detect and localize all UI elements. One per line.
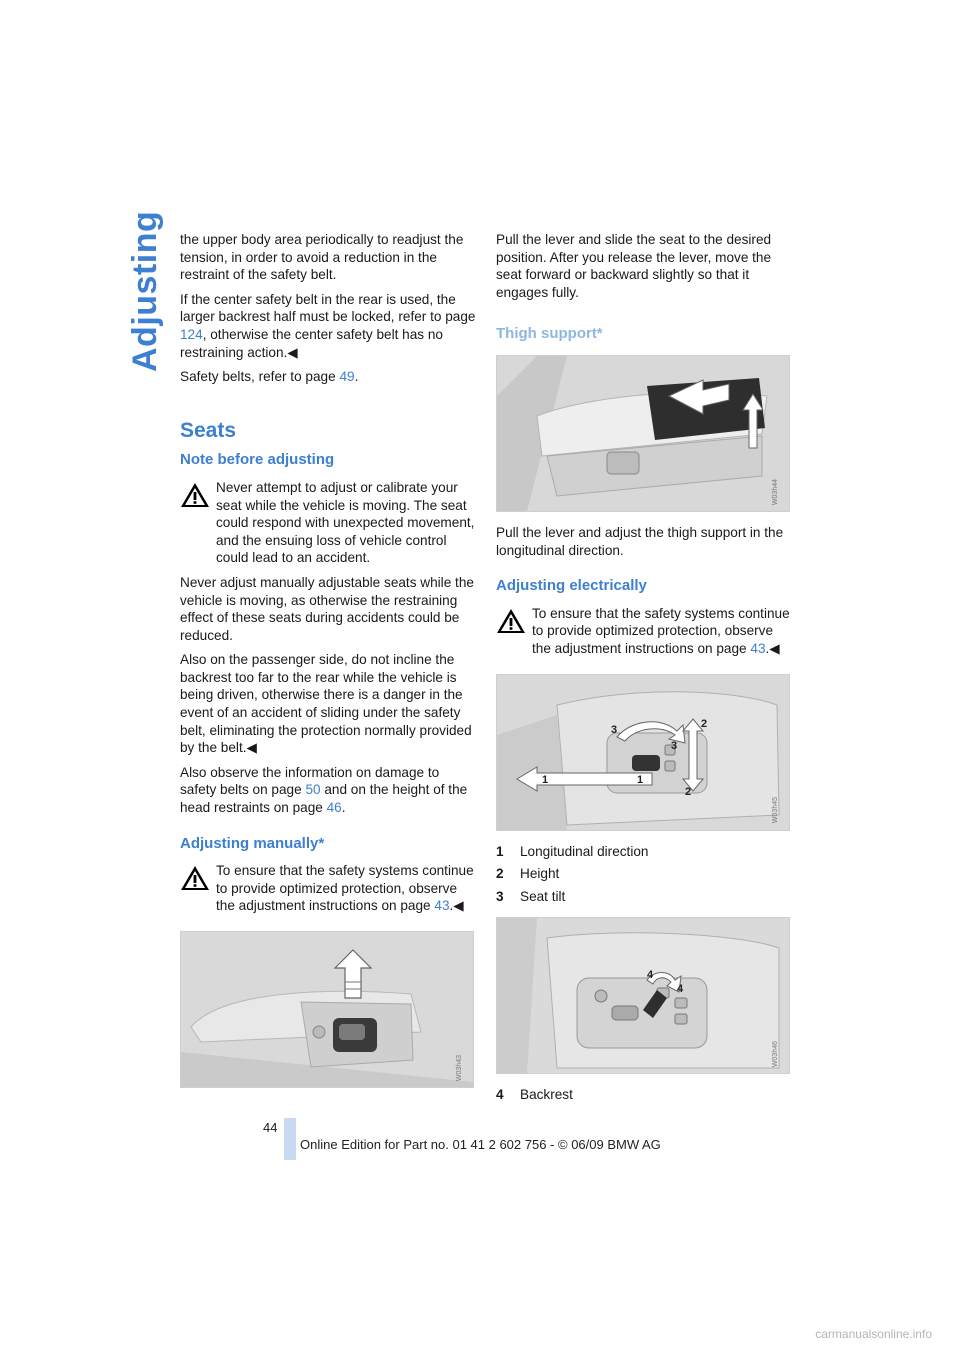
svg-text:1: 1 bbox=[542, 773, 549, 786]
seat-illustration bbox=[181, 932, 473, 1087]
svg-text:3: 3 bbox=[611, 723, 618, 736]
figure-code: W03h45 bbox=[772, 797, 780, 824]
svg-text:4: 4 bbox=[677, 983, 684, 996]
paragraph: Safety belts, refer to page 49. bbox=[180, 369, 359, 385]
paragraph: Pull the lever and slide the seat to the desired position. After you release the lever, move the seat forward or backward slightly so that it engages fully. bbox=[496, 232, 772, 300]
list-item: 2 Height bbox=[496, 866, 560, 882]
warning-triangle-icon bbox=[496, 608, 526, 634]
list-item: 4 Backrest bbox=[496, 1087, 573, 1103]
page-number: 44 bbox=[263, 1120, 278, 1135]
page-link[interactable]: 49 bbox=[339, 369, 355, 385]
page-link[interactable]: 124 bbox=[180, 326, 203, 342]
footer-edition-text: Online Edition for Part no. 01 41 2 602 756 - © 06/09 BMW AG bbox=[300, 1137, 661, 1152]
seat-controls-illustration bbox=[497, 675, 789, 830]
section-side-tab: Adjusting bbox=[126, 210, 164, 372]
warning-triangle-icon bbox=[180, 482, 210, 508]
page-link[interactable]: 43 bbox=[434, 898, 450, 914]
page-link[interactable]: 46 bbox=[326, 800, 342, 816]
warning-block: To ensure that the safety systems continue to provide optimized protection, observe the adjustment instructions on page 43.◀ bbox=[180, 862, 476, 915]
paragraph: If the center safety belt in the rear is used, the larger backrest half must be locked, refer to page 124, otherwise the center safety belt has no restraining action.◀ bbox=[180, 291, 476, 360]
paragraph: Also on the passenger side, do not incline the backrest too far to the rear while the vehicle is being driven, otherwise there is a danger in the event of an accident of sliding under the safety belt, eliminating the protection normally provided by the belt.◀ bbox=[180, 652, 472, 756]
warning-block: To ensure that the safety systems continue to provide optimized protection, observe the adjustment instructions on page 43.◀ bbox=[496, 605, 792, 658]
svg-text:2: 2 bbox=[701, 717, 708, 730]
backrest-control-figure bbox=[496, 917, 790, 1074]
warning-triangle-icon bbox=[180, 865, 210, 891]
svg-text:3: 3 bbox=[671, 739, 678, 752]
electric-seat-controls-figure bbox=[496, 674, 790, 831]
figure-code: W03h46 bbox=[772, 1041, 780, 1068]
figure-code: W03h44 bbox=[772, 478, 780, 505]
thigh-support-figure bbox=[496, 355, 790, 512]
svg-text:2: 2 bbox=[685, 785, 692, 798]
watermark: carmanualsonline.info bbox=[815, 1327, 932, 1341]
page-link[interactable]: 50 bbox=[305, 782, 321, 798]
paragraph: the upper body area periodically to readjust the tension, in order to avoid a reduction in the restraint of the safety belt. bbox=[180, 232, 464, 283]
subsection-heading: Adjusting manually* bbox=[180, 834, 325, 852]
paragraph: Never adjust manually adjustable seats while the vehicle is moving, as otherwise the restraining effect of these seats during accidents could be reduced. bbox=[180, 574, 474, 643]
list-item: 1 Longitudinal direction bbox=[496, 843, 649, 859]
subsection-heading: Note before adjusting bbox=[180, 451, 335, 469]
paragraph: Also observe the information on damage to safety belts on page 50 and on the height of the head restraints on page 46. bbox=[180, 764, 468, 816]
seat-illustration bbox=[497, 356, 789, 511]
subsection-heading: Adjusting electrically bbox=[496, 577, 647, 595]
page-link[interactable]: 43 bbox=[750, 640, 766, 656]
paragraph: Pull the lever and adjust the thigh support in the longitudinal direction. bbox=[496, 524, 784, 558]
warning-block: Never attempt to adjust or calibrate your seat while the vehicle is moving. The seat could respond with unexpected movement, and the ensuing loss of vehicle control could lead to an accident. bbox=[180, 479, 476, 567]
svg-text:4: 4 bbox=[647, 969, 654, 982]
right-column bbox=[496, 231, 792, 1109]
left-column bbox=[180, 231, 476, 1100]
subsection-heading: Thigh support* bbox=[496, 325, 603, 343]
footer-accent-bar bbox=[284, 1118, 296, 1160]
list-item: 3 Seat tilt bbox=[496, 888, 566, 904]
section-heading: Seats bbox=[180, 418, 237, 442]
backrest-illustration bbox=[497, 918, 789, 1073]
manual-seat-lever-figure bbox=[180, 931, 474, 1088]
svg-text:1: 1 bbox=[637, 773, 644, 786]
legend-list bbox=[496, 843, 792, 906]
figure-code: W03h43 bbox=[456, 1054, 464, 1081]
